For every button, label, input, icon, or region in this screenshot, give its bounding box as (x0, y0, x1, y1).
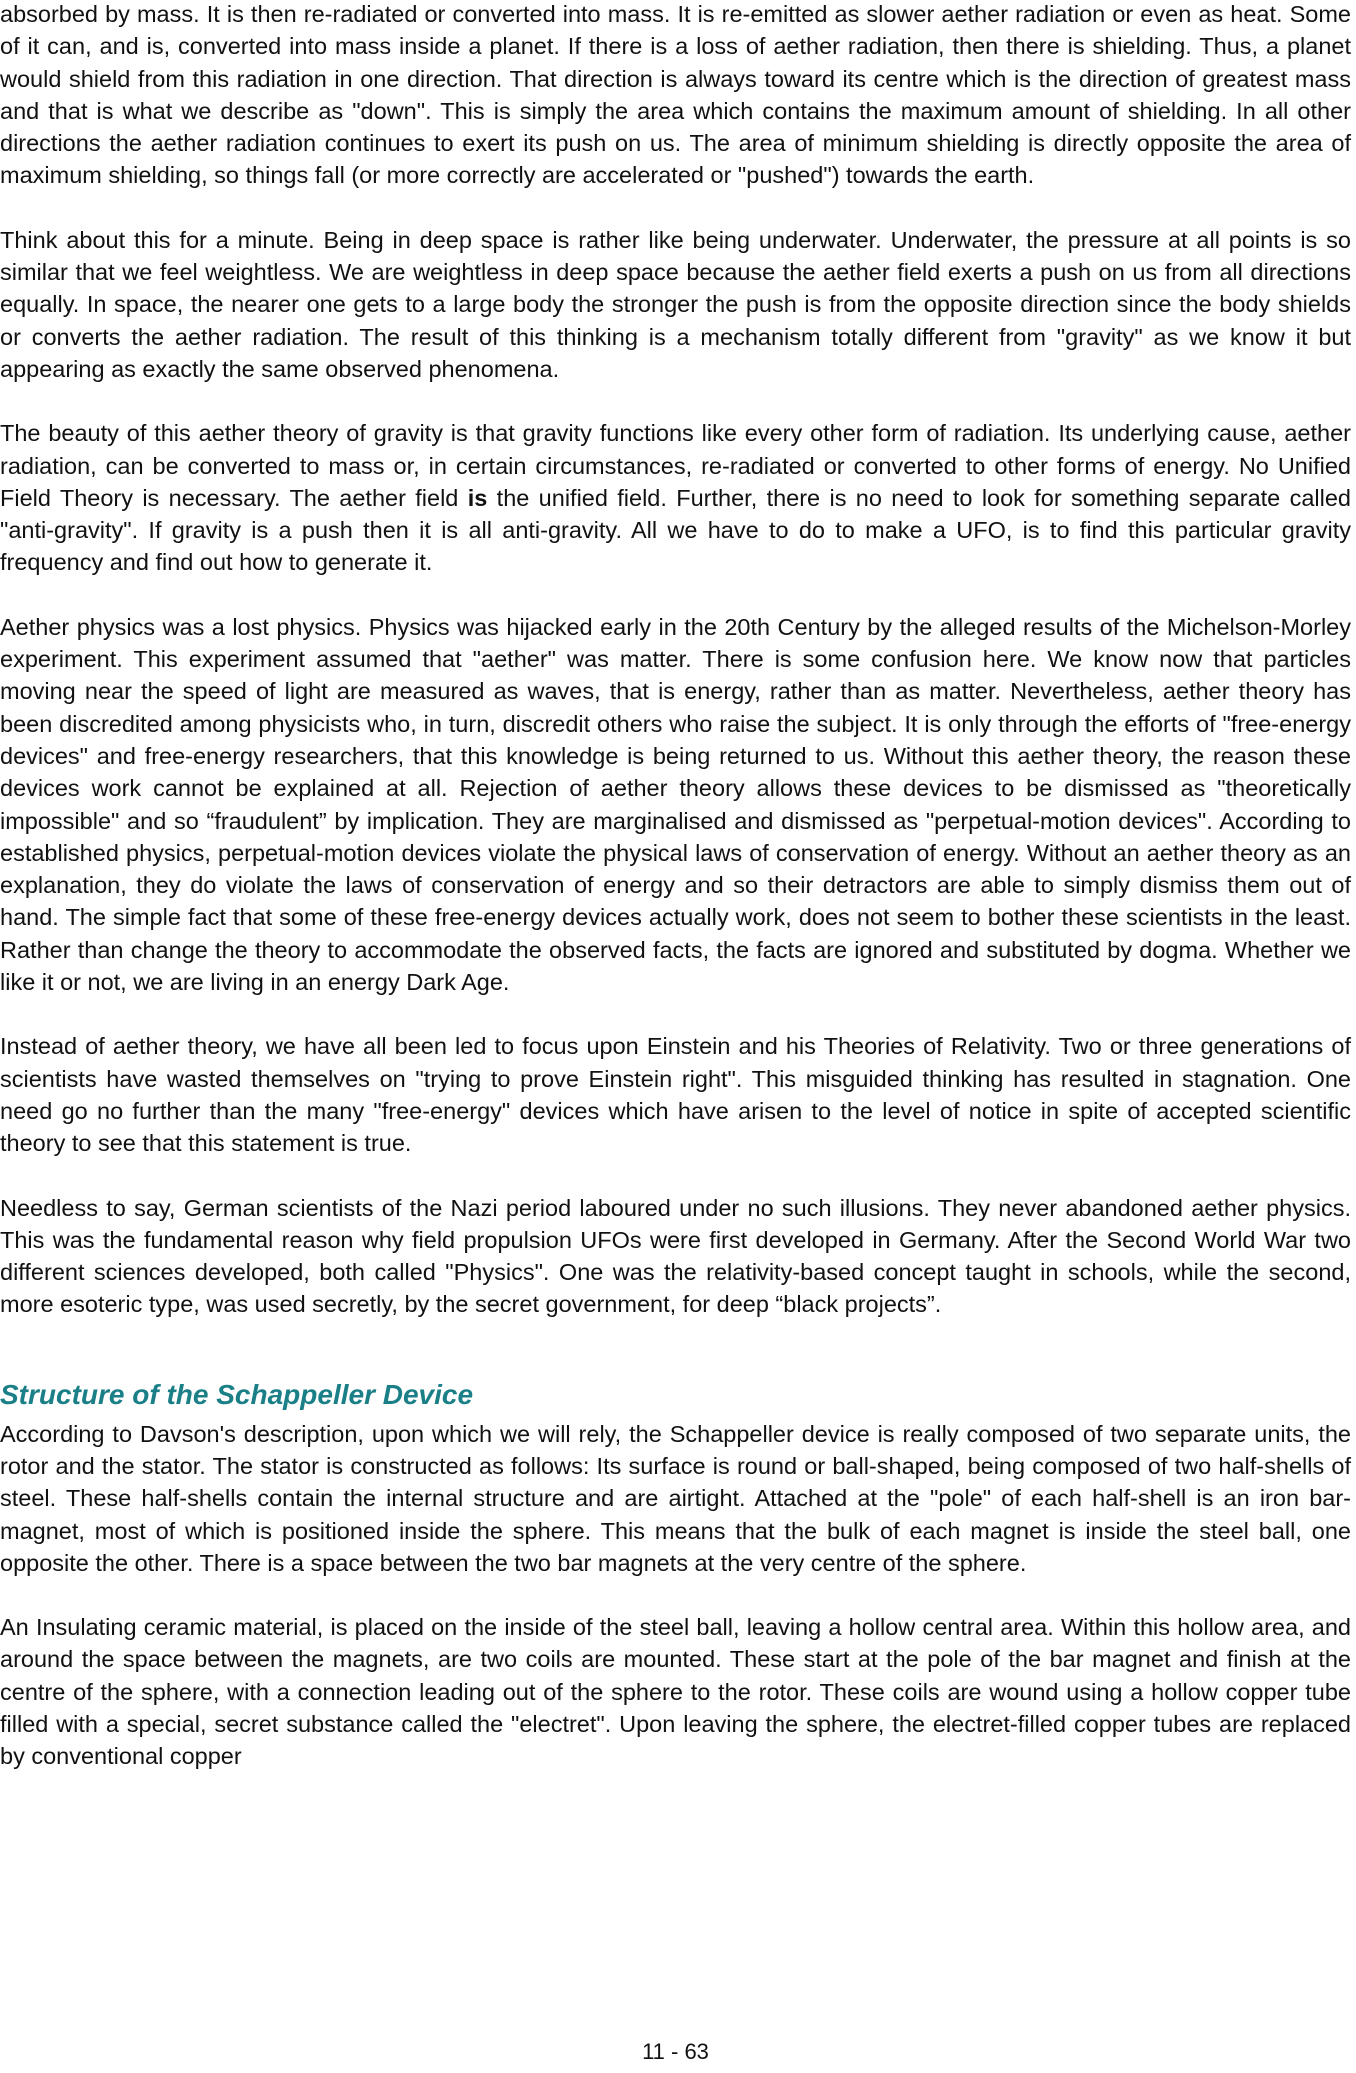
paragraph-text: The beauty of this aether theory of gravity is that gravity functions like every other form of radiation. Its underlying cause, aether radiation, can be converted to mass or, in certain circumstances, re-radiated or converted to other forms of energy. No Unified Field Theory is necessary. The aether field (0, 420, 1351, 511)
paragraph-insulating-ceramic: An Insulating ceramic material, is placed on the inside of the steel ball, leaving a hollow central area. Within this hollow area, and around the space between the magnets, are two coils are mounted. These start at the pole of the bar magnet and finish at the centre of the sphere, with a connection leading out of the sphere to the rotor. These coils are wound using a hollow copper tube filled with a special, secret substance called the "electret". Upon leaving the sphere, the electret-filled copper tubes are replaced by conventional copper (0, 1614, 1351, 1770)
bold-emphasis: is (467, 484, 488, 511)
paragraph-aether-gravity-beauty (0, 417, 1351, 578)
paragraph-deep-space: Think about this for a minute. Being in deep space is rather like being underwater. Underwater, the pressure at all points is so similar that we feel weightless. We are weightless in deep space because the aether field exerts a push on us from all directions equally. In space, the nearer one gets to a large body the stronger the push is from the opposite direction since the body shields or converts the aether radiation. The result of this thinking is a mechanism totally different from "gravity" as we know it but appearing as exactly the same observed phenomena. (0, 226, 1351, 382)
paragraph-german-scientists: Needless to say, German scientists of the Nazi period laboured under no such illusions. They never abandoned aether physics. This was the fundamental reason why field propulsion UFOs were first developed in Germany. After the Second World War two different sciences developed, both called "Physics". One was the relativity-based concept taught in schools, while the second, more esoteric type, was used secretly, by the secret government, for deep “black projects”. (0, 1194, 1351, 1318)
paragraph-schappeller-structure: According to Davson's description, upon which we will rely, the Schappeller device is really composed of two separate units, the rotor and the stator. The stator is constructed as follows: Its surface is round or ball-shaped, being composed of two half-shells of steel. These half-shells contain the internal structure and are airtight. Attached at the "pole" of each half-shell is an iron bar-magnet, most of which is positioned inside the sphere. This means that the bulk of each magnet is inside the steel ball, one opposite the other. There is a space between the two bar magnets at the very centre of the sphere. (0, 1420, 1351, 1576)
paragraph-relativity: Instead of aether theory, we have all been led to focus upon Einstein and his Theories of Relativity. Two or three generations of scientists have wasted themselves on "trying to prove Einstein right". This misguided thinking has resulted in stagnation. One need go no further than the many "free-energy" devices which have arisen to the level of notice in spite of accepted scientific theory to see that this statement is true. (0, 1033, 1351, 1157)
paragraph-aether-shielding: absorbed by mass. It is then re-radiated or converted into mass. It is re-emitted as slower aether radiation or even as heat. Some of it can, and is, converted into mass inside a planet. If there is a loss of aether radiation, then there is shielding. Thus, a planet would shield from this radiation in one direction. That direction is always toward its centre which is the direction of greatest mass and that is what we describe as "down". This is simply the area which contains the maximum amount of shielding. In all other directions the aether radiation continues to exert its push on us. The area of minimum shielding is directly opposite the area of maximum shielding, so things fall (or more correctly are accelerated or "pushed") towards the earth. (0, 1, 1351, 189)
page-number: 11 - 63 (642, 2039, 709, 2064)
paragraph-text: the unified field. Further, there is no need to look for something separate called "anti-gravity". If gravity is a push then it is all anti-gravity. All we have to do to make a UFO, is to find this particular gravity frequency and find out how to generate it. (0, 484, 1351, 576)
section-heading: Structure of the Schappeller Device (0, 1378, 474, 1410)
paragraph-lost-physics: Aether physics was a lost physics. Physics was hijacked early in the 20th Century by the alleged results of the Michelson-Morley experiment. This experiment assumed that "aether" was matter. There is some confusion here. We know now that particles moving near the speed of light are measured as waves, that is energy, rather than as matter. Nevertheless, aether theory has been discredited among physicists who, in turn, discredit others who raise the subject. It is only through the efforts of "free-energy devices" and free-energy researchers, that this knowledge is being returned to us. Without this aether theory, the reason these devices work cannot be explained at all. Rejection of aether theory allows these devices to be dismissed as "theoretically impossible" and so “fraudulent” by implication. They are marginalised and dismissed as "perpetual-motion devices". According to established physics, perpetual-motion devices violate the physical laws of conservation of energy. Without an aether theory as an explanation, they do violate the laws of conservation of energy and so their detractors are able to simply dismiss them out of hand. The simple fact that some of these free-energy devices actually work, does not seem to bother these scientists in the least. Rather than change the theory to accommodate the observed facts, the facts are ignored and substituted by dogma. Whether we like it or not, we are living in an energy Dark Age. (0, 613, 1351, 996)
